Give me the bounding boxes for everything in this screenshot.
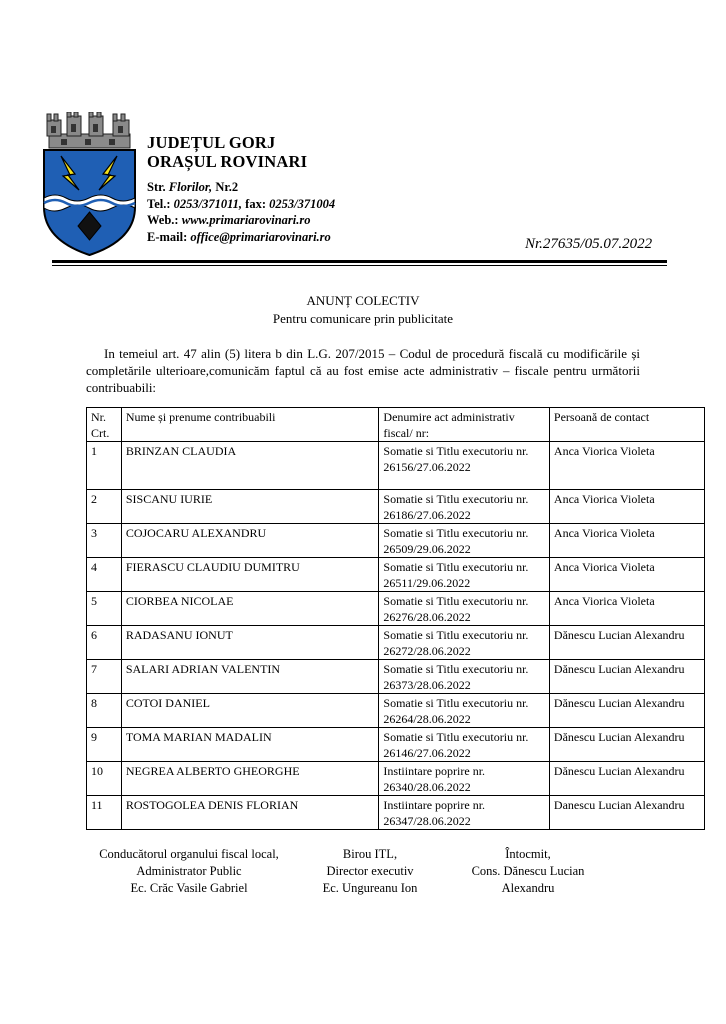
table-row (87, 694, 705, 728)
row-number: 2 (87, 490, 122, 524)
act-description: Somatie si Titlu executoriu nr. 26511/29.06.2022 (379, 558, 550, 592)
row-number: 5 (87, 592, 122, 626)
address-label: Str. (147, 180, 166, 194)
row-number: 10 (87, 762, 122, 796)
table-row (87, 762, 705, 796)
taxpayer-name: ROSTOGOLEA DENIS FLORIAN (121, 796, 379, 830)
registration-number: Nr.27635/05.07.2022 (525, 236, 653, 252)
header-act: Denumire act administrativ fiscal/ nr: (379, 408, 550, 442)
row-number: 11 (87, 796, 122, 830)
contact-person: Dănescu Lucian Alexandru (549, 660, 704, 694)
taxpayer-name: SALARI ADRIAN VALENTIN (121, 660, 379, 694)
row-number: 6 (87, 626, 122, 660)
row-number: 8 (87, 694, 122, 728)
taxpayer-name: SISCANU IURIE (121, 490, 379, 524)
web-link[interactable]: www.primariarovinari.ro (181, 213, 311, 227)
contact-person: Anca Viorica Violeta (549, 524, 704, 558)
contact-person: Dănescu Lucian Alexandru (549, 626, 704, 660)
contact-person: Anca Viorica Violeta (549, 592, 704, 626)
contact-person: Anca Viorica Violeta (549, 558, 704, 592)
contact-person: Danescu Lucian Alexandru (549, 796, 704, 830)
table-row (87, 592, 705, 626)
taxpayer-name: TOMA MARIAN MADALIN (121, 728, 379, 762)
act-description: Somatie si Titlu executoriu nr. 26186/27.06.2022 (379, 490, 550, 524)
signature-block-fiscal-head (82, 846, 296, 897)
notice-title: ANUNȚ COLECTIV (306, 293, 420, 308)
row-number: 7 (87, 660, 122, 694)
coat-of-arms-icon (41, 112, 138, 257)
act-description: Somatie si Titlu executoriu nr. 26276/28.06.2022 (379, 592, 550, 626)
row-number: 3 (87, 524, 122, 558)
act-description: Instiintare poprire nr. 26340/28.06.2022 (379, 762, 550, 796)
email-label: E-mail: (147, 229, 188, 244)
table-row (87, 626, 705, 660)
table-row (87, 796, 705, 830)
act-description: Instiintare poprire nr. 26347/28.06.2022 (379, 796, 550, 830)
web-label: Web.: (147, 213, 179, 227)
act-description: Somatie si Titlu executoriu nr. 26264/28.06.2022 (379, 694, 550, 728)
fax-value: 0253/371004 (269, 196, 336, 211)
letterhead (147, 133, 335, 245)
header-nr: Nr. Crt. (87, 408, 122, 442)
act-description: Somatie si Titlu executoriu nr. 26272/28.06.2022 (379, 626, 550, 660)
phone-line (147, 196, 335, 213)
phone-value: 0253/371011, (173, 196, 243, 211)
signature-title: Cons. Dănescu Lucian (471, 864, 585, 878)
taxpayer-name: COTOI DANIEL (121, 694, 379, 728)
fax-label: fax: (245, 196, 266, 211)
row-number: 9 (87, 728, 122, 762)
signature-person: Ec. Crăc Vasile Gabriel (130, 881, 248, 895)
header-name: Nume și prenume contribuabili (121, 408, 379, 442)
table-row (87, 558, 705, 592)
contact-person: Dănescu Lucian Alexandru (549, 762, 704, 796)
table-row (87, 524, 705, 558)
row-number: 1 (87, 442, 122, 490)
taxpayer-name: NEGREA ALBERTO GHEORGHE (121, 762, 379, 796)
address-street: Florilor, (168, 180, 213, 194)
taxpayer-name: CIORBEA NICOLAE (121, 592, 379, 626)
intro-text: In temeiul art. 47 alin (5) litera b din L.G. 207/2015 – Codul de procedură fiscală cu modificările și completările ulterioare,comunicăm faptul că au fost emise acte administrativ – fiscale pentru următorii contribuabili: (86, 346, 640, 395)
table-row (87, 660, 705, 694)
table-row (87, 728, 705, 762)
email-line (147, 229, 335, 246)
contact-person: Anca Viorica Violeta (549, 490, 704, 524)
web-line (147, 212, 335, 229)
email-link[interactable]: office@primariarovinari.ro (190, 229, 331, 244)
taxpayer-name: BRINZAN CLAUDIA (121, 442, 379, 490)
address-line (147, 179, 335, 196)
county-name: JUDEȚUL GORJ (147, 133, 276, 152)
notice-subtitle: Pentru comunicare prin publicitate (272, 311, 454, 326)
address-number: Nr.2 (215, 180, 239, 194)
signature-block-author (458, 846, 598, 897)
table-header-row (87, 408, 705, 442)
taxpayer-name: RADASANU IONUT (121, 626, 379, 660)
taxpayer-name: FIERASCU CLAUDIU DUMITRU (121, 558, 379, 592)
taxpayer-name: COJOCARU ALEXANDRU (121, 524, 379, 558)
taxpayers-table (86, 407, 705, 830)
signature-role: Conducătorul organului fiscal local, (99, 847, 279, 861)
intro-paragraph (86, 345, 640, 396)
contact-person: Dănescu Lucian Alexandru (549, 728, 704, 762)
act-description: Somatie si Titlu executoriu nr. 26373/28.06.2022 (379, 660, 550, 694)
header-contact: Persoană de contact (549, 408, 704, 442)
signature-title: Administrator Public (136, 864, 242, 878)
act-description: Somatie si Titlu executoriu nr. 26156/27.06.2022 (379, 442, 550, 490)
town-name: ORAȘUL ROVINARI (147, 152, 308, 171)
table-row (87, 442, 705, 490)
signature-role: Birou ITL, (342, 847, 398, 861)
signature-title: Director executiv (326, 864, 414, 878)
contact-person: Anca Viorica Violeta (549, 442, 704, 490)
table-row (87, 490, 705, 524)
phone-label: Tel.: (147, 196, 171, 211)
signature-person: Ec. Ungureanu Ion (322, 881, 418, 895)
signature-block-itl (310, 846, 430, 897)
contact-person: Dănescu Lucian Alexandru (549, 694, 704, 728)
act-description: Somatie si Titlu executoriu nr. 26146/27.06.2022 (379, 728, 550, 762)
row-number: 4 (87, 558, 122, 592)
signature-role: Întocmit, (505, 847, 551, 861)
header-divider (52, 260, 667, 263)
act-description: Somatie si Titlu executoriu nr. 26509/29.06.2022 (379, 524, 550, 558)
header-divider-thin (52, 265, 667, 266)
signature-person: Alexandru (501, 881, 555, 895)
